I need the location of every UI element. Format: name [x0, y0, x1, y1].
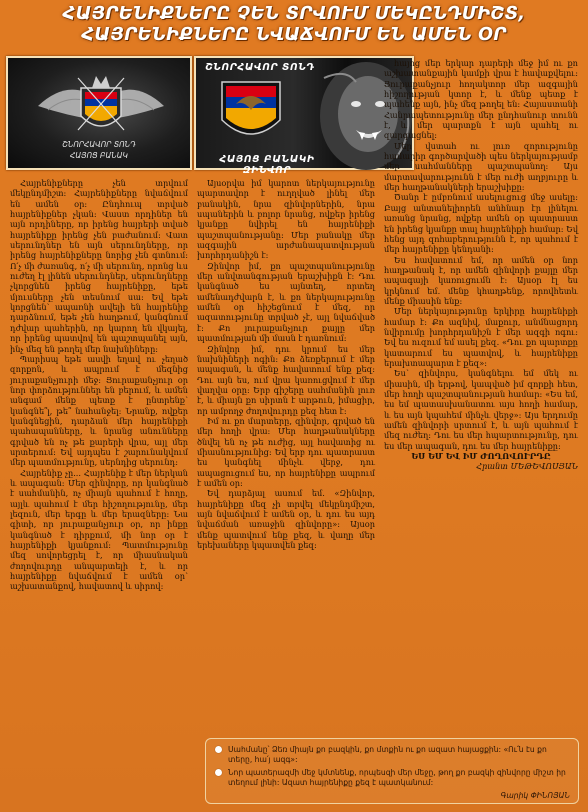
- photo-left-caption-2: ՀԱՅՈՑ ԲԱՆԱԿ: [70, 151, 128, 160]
- photo-left-caption-1: ՇՆՈՐՀԱՎՈՐ ՏՈՆԴ: [62, 140, 136, 149]
- signature-name: Հրանտ ՄԵԹԵՎՈՍՅԱՆ: [476, 461, 578, 472]
- bullet-icon: [215, 746, 222, 753]
- article-column-2: [197, 178, 375, 740]
- quote-text-1: Սահմանը՝ Ձեռ միայն քո բազկին, քո մտքին ու քո ազատ հայացքին: «Ու՛ն էս քո տերը, հա՛յ ազգ»:: [228, 745, 547, 764]
- article-paragraph: Պարիսպ եթե ասվի եղավ ու չեղած զորքոն, և ապրում է մեզնից յուրաքանչյուրի մեջ: Յուրաքանչյուր օր նոր փորձություններ են բերում, և ամեն անգամ մենք պետք է ընտրենք՝ կանգնե՞լ, թե՞ նահանջել: Նրանք, ովքեր կանգնեցին, դարձան մեր հայրենիքի պահապանները, և նրանց անունները գրված են ոչ թե քարերի վրա, այլ մեր սրտերում: Եվ այդպես է շարունակվում մեր պատմությունը, սերնդից սերունդ:: [10, 353, 188, 468]
- article-paragraph: Ես՝ զինվորս, կանգնելու եմ մեկ ու միասին, մի երթով, կապված իմ զորքի հետ, մեր հողի պաշտպանության համար: «Ես եմ, ես եմ պատասխանատու այս հողի համար, և ես այն կպահեմ մինչև վերջ»: Այս երդումը ամեն զինվորի սրտում է, և այն պահում է մեզ ուժեղ: Դու ես մեր հպարտությունը, դու ես մեր ապագան, դու ես մեր հայրենիքը:: [384, 368, 578, 451]
- article-paragraph: Զինվոր իմ, դու կրում ես մեր նախնիների ոգին: Քո ձեռքերում է մեր ապագան, և մենք հավատում ենք քեզ: Դու այն ես, ում վրա կառուցվում է մեր վաղվա օրը: Երբ գիշերը սահմանին լուռ է, և միայն քո սիրտն է արթուն, իմացիր, որ ամբողջ ժողովուրդը քեզ հետ է:: [197, 343, 375, 416]
- photo-lion-emblem: [194, 56, 414, 176]
- quote-item-2: [228, 768, 570, 788]
- article-paragraph: Ծանր է ըմբռնում ասելուցուց մեջ ասելը: Բայց անտանելիորեն անհնար էր լինելու առանց նրանց, ովքեր ամեն օր պատրաստ են իրենց կյանքը տալ հայրենիքի համար: Եվ հենց այդ զոհաբերությունն է, որ պահում է մեր հայրենիքը կենդանի:: [384, 192, 578, 255]
- article-column-3: [384, 58, 578, 740]
- article-paragraph: Մեր վստահ ու լուռ զորությունը համարիր գործարվածի պես ներկայությամբ մեր սահմանները պաշտպանող: Այս մարտավարությունն է մեր ուժի աղբյուրը և մեր հաղթանակների երաշխիքը:: [384, 140, 578, 193]
- article-paragraph: Իմ ու քո մարտերը, զինվոր, գրված են մեր հողի վրա: Մեր հաղթանակները ծնվել են ոչ թե ուժից, այլ հավատից ու միասնությունից: Եվ երբ դու պատրաստ ես կանգնել մինչև վերջ, դու ապացուցում ես, որ հայրենիքը ապրում է ամեն օր:: [197, 415, 375, 488]
- article-paragraph: հայոց մեր երկար դարերի մեջ իմ ու քո աշխատանքային կամքի վրա է հավաքվելու: Յուրաքանչյուր հողակտոր մեր ազգային հիշողության կտոր է, և մենք պետք է պահենք այն, ինչ մեզ թողել են: Հայաստանի Հանրապետությունը մեր ընդհանուր տունն է, և մեր պարտքն է այն պահել ու զարգացնել:: [384, 58, 578, 141]
- photo-right-top-caption: ՇՆՈՐՀԱՎՈՐ ՏՈՆԴ: [205, 62, 315, 73]
- article-paragraph: Հայրենիք չը... Հայրենիք է մեր ներկան և ապագան: Մեր զինվորը, որ կանգնած է սահմանին, ոչ միայն պահում է հողը, այլև պահում է մեր հիշողությունը, մեր լեզուն, մեր երգը և մեր երազները: Նա գիտի, որ յուրաքանչյուր օր, որ ինքը կանգնած է դիրքում, մի նոր օր է հայրենիքի կյանքում: Պատմությունը մեզ սովորեցրել է, որ միասնական ժողովուրդը անպարտելի է, և որ հայրենիքը նվաճվում է ամեն օր՝ աշխատանքով, հավատով և սիրով:: [10, 467, 188, 592]
- quote-item-1: [228, 745, 570, 765]
- signature-heading: ԵՍ ԵՄ ԵՎ ԻՄ ԺՈՂՈՎՈՒՐԴԸ: [411, 451, 551, 462]
- headline-line-1: ՀԱՅՐԵՆԻՔՆԵՐԸ ՉԵՆ ՏՐՎՈՒՄ ՄԵԿԸՆԴՄԻՇՏ,: [62, 4, 526, 24]
- article-paragraph: Եվ դարձյալ ասում եմ. «Զինվոր, հայրենիքը մեզ չի տրվել մեկընդմիշտ, այն նվաճվում է ամեն օր, և դու ես այդ նվաճման առաջին զինվորը»: Այսօր մենք պատվում ենք քեզ, և վաղը մեր երեխաները կպատվեն քեզ:: [197, 488, 375, 551]
- article-column-1: [10, 178, 188, 808]
- article-paragraph: Հայրենիքները չեն տրվում մեկընդմիշտ: Հայրենիքները նվաճվում են ամեն օր: Ընդհուպ տրված հայրենիքներ չկան: Վաստ որդիներ են այն որդիները, որ իրենց հայրերի տված հայրենիքը իրենց չեն բաժանում: Վատ սերունդներ են այն սերունդները, որ իրենց հայրենիքները նորից չեն գտնում: Ո՛չ մի ժառանգ, ո՛չ մի սերունդ, որոնց ևս ուժեղ էլ լինեն սերունդներ, սերունդները չկորցնեն իրենց հայրենիքը, եթե մյուսները չեն տեսնում սա: Եվ եթե կորցնեն՝ ապառնի ավելի են հայրենիք դարձնում, եթե չեն հաղթում, կանգնում դժվար պահերին, որ կարող են վկայել, որ իրենց պատվով են պաշտպանել այն, ինչ մեզ են թողել մեր նախնիները:: [10, 178, 188, 354]
- article-paragraph: Այսօրվա իմ կարոտ ներկայությունը պարտավոր է ուղղված լինել մեր բանակին, նրա զինվորներին, նրա սպաներին և բոլոր նրանց, ովքեր իրենց կյանքը նվիրել են հայրենիքի պաշտպանությանը: Մեր բանակը մեր ազգային արժանապատվության խորհրդանիշն է:: [197, 178, 375, 261]
- headline-line-2: ՀԱՅՐԵՆԻՔՆԵՐԸ ՆՎԱՃՎՈՒՄ ԵՆ ԱՄԵՆ ՕՐ: [81, 25, 507, 45]
- photo-army-emblem: [6, 56, 192, 170]
- article-paragraph: Մեր ներկայությունը երկիրը հայրենիքի համար է: Քո ազնիվ, մաքուր, անմնացորդ նվիրումը խորհրդանիշն է մեր ազգի ոգու: Եվ ես ուզում եմ ասել քեզ. «Դու քո պարտքը կատարում ես պատվով, և հայրենիքը երախտապարտ է քեզ»:: [384, 306, 578, 368]
- headline: [0, 4, 588, 46]
- quote-box: [205, 738, 579, 804]
- article-paragraph: Ես հավատում եմ, որ ամեն օր նոր հաղթանակ է, որ ամեն զինվորի քայլը մեր ապագայի կառուցումն է: Այսօր էլ ես կրկնում եմ. մենք կհաղթենք, որովհետև մենք միասին ենք:: [384, 254, 578, 306]
- quote-text-2: Նոր պատերազմի մեջ կմտնենք, որպեսզի մեր մեջը, թող քո բազկի զինվորը միշտ իր տեղում լինի: Ազատ հայրենիքը քեզ է պատկանում:: [228, 768, 566, 787]
- article-paragraph: Զինվոր իմ, քո պաշտպանությունը մեր անվտանգության երաշխիքն է: Դու կանգնած ես այնտեղ, որտեղ ամենադժվարն է, և քո ներկայությունը ամեն օր հիշեցնում է մեզ, որ ազատությունը տրված չէ, այլ նվաճված է: Քո յուրաքանչյուր քայլը մեր պատմության մի մասն է դառնում:: [197, 260, 375, 344]
- quote-author: Գարիկ ՓԻՆՈՅԱՆ: [500, 791, 570, 800]
- photo-right-bottom-caption: ՀԱՅՈՑ ԲԱՆԱԿԻ ԶԻՆՎՈՐ: [219, 154, 315, 176]
- bullet-icon: [215, 769, 222, 776]
